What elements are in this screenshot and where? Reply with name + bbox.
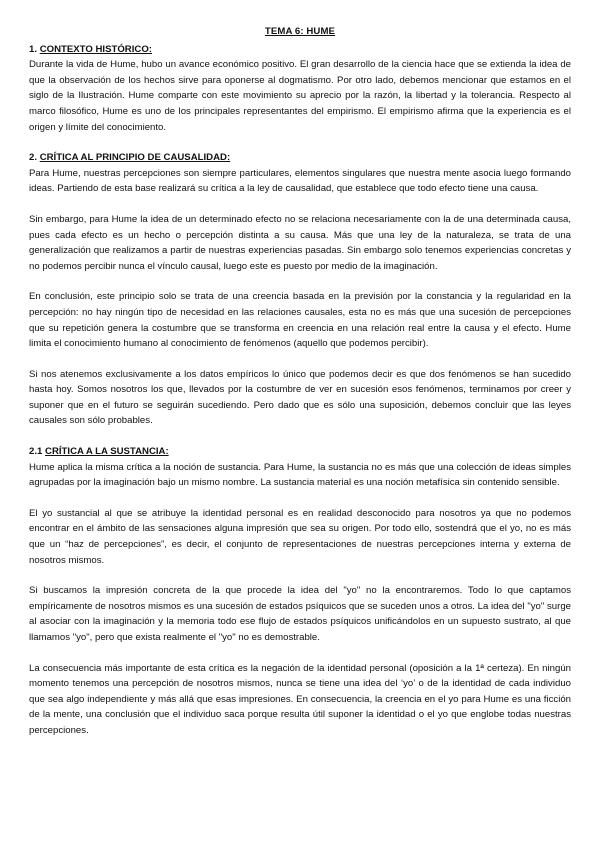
section-2-paragraph-4: Si nos atenemos exclusivamente a los datos empíricos lo único que podemos decir es que dos fenómenos se han sucedido hasta hoy. Somos nosotros los que, llevados por la costumbre de ver en sucesión esos fenómenos, terminamos por creer y suponer que en el futuro se seguirán sucediendo. Pero dado que es sólo una suposición, debemos concluir que las leyes causales son sólo probables. — [29, 368, 571, 427]
section-2-1-paragraph-2: El yo sustancial al que se atribuye la identidad personal es en realidad desconocido para nosotros ya que no podemos encontrar en el ámbito de las sensaciones alguna impresión que sea su origen. Por todo ello, sostendrá que el yo, no es más que un “haz de percepciones”, es decir, el conjunto de representaciones de nuestras percepciones interna y externa de nosotros mismos. — [29, 507, 571, 566]
section-1-paragraph-1: Durante la vida de Hume, hubo un avance económico positivo. El gran desarrollo de la ciencia hace que se extienda la idea de que la observación de los hechos sirve para oponerse al dogmatismo. Por otro lado, debemos mencionar que estamos en el siglo de la Ilustración. Hume comparte con este movimiento su aprecio por la razón, la libertad y la tolerancia. Respecto al marco filosófico, Hume es uno de los principales representantes del empirismo. El empirismo afirma que la experiencia es el origen y límite del conocimiento. — [29, 59, 571, 133]
section-2-paragraph-2: Sin embargo, para Hume la idea de un determinado efecto no se relaciona necesariamente con la de una determinada causa, pues cada efecto es un hecho o percepción distinta a su causa. Más que una ley de la naturaleza, se trata de una generalización que realizamos a partir de nuestras experiencias pasadas. Sin embargo solo tenemos experiencias concretas y no podemos percibir nunca el vínculo causal, luego este es puesto por medio de la imaginación. — [29, 213, 571, 272]
section-2-1-heading — [29, 444, 571, 460]
document-title: TEMA 6: HUME — [264, 26, 336, 37]
section-2-1-paragraph-3: Si buscamos la impresión concreta de la que procede la idea del "yo" no la encontraremos. Todo lo que captamos empíricamente de nosotros mismos es una sucesión de estados psíquicos que se suceden unos a otros. La idea del "yo" surge al asociar con la imaginación y la memoria todo ese flujo de estados psíquicos unificándolos en un supuesto sustrato, al que llamamos "yo", pero que exista realmente el "yo" no es demostrable. — [29, 585, 571, 643]
section-2-1-paragraph-1: Hume aplica la misma crítica a la noción de sustancia. Para Hume, la sustancia no es más que una colección de ideas simples agrupadas por la imaginación bajo un mismo nombre. La sustancia material es una noción metafísica sin contenido sensible. — [29, 461, 571, 489]
section-1-title: CONTEXTO HISTÓRICO: — [39, 43, 152, 55]
section-2-1-number: 2.1 — [29, 446, 43, 458]
section-1-number: 1. — [29, 43, 38, 55]
section-2-title: CRÍTICA AL PRINCIPIO DE CAUSALIDAD: — [39, 152, 231, 164]
section-2-heading — [29, 150, 571, 166]
section-2-1-title: CRÍTICA A LA SUSTANCIA: — [45, 446, 169, 458]
section-2-1-paragraph-4: La consecuencia más importante de esta crítica es la negación de la identidad personal (oposición a la 1ª certeza). En ningún momento tenemos una percepción de nosotros mismos, nunca se tiene una idea del ‘yo’ o de la identidad de cada individuo que sea algo independiente y más allá que esas impresiones. En consecuencia, la creencia en el yo para Hume es una ficción de la mente, una conclusión que el individuo saca porque resulta útil suponer la identidad o el yo que englobe todas nuestras percepciones. — [29, 662, 571, 736]
section-2-paragraph-1: Para Hume, nuestras percepciones son siempre particulares, elementos singulares que nuestra mente asocia luego formando ideas. Partiendo de esta base realizará su crítica a la ley de causalidad, que establece que todo efecto tiene una causa. — [29, 167, 571, 195]
section-1-heading — [29, 42, 571, 58]
section-2-number: 2. — [29, 152, 38, 164]
section-2-paragraph-3: En conclusión, este principio solo se trata de una creencia basada en la previsión por la constancia y la regularidad en la percepción: no hay ningún tipo de necesidad en las relaciones causales, esta no es más que una sucesión de percepciones que su repetición genera la costumbre que se transforma en creencia en una relación real entre la causa y el efecto. Hume limita el conocimiento humano al conocimiento de fenómenos (aquello que podemos percibir). — [29, 291, 571, 350]
